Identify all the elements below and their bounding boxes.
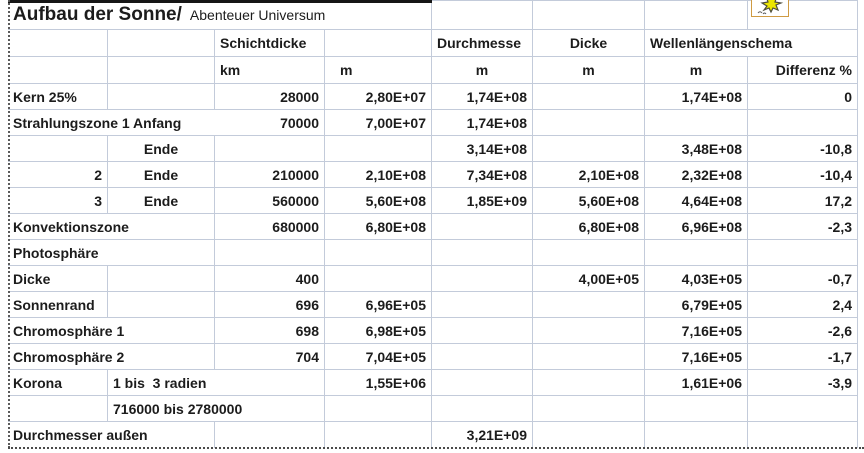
table-row	[0, 110, 864, 136]
left-margin	[0, 162, 8, 188]
header-km[interactable]: km	[215, 57, 325, 84]
cell-empty[interactable]	[8, 30, 108, 57]
cell-empty[interactable]	[108, 266, 215, 292]
cell-dicke-m[interactable]: 2,10E+08	[533, 162, 645, 188]
cell-km[interactable]: 696	[215, 292, 325, 318]
cell-label[interactable]: Photosphäre	[8, 240, 215, 266]
cell-wellen-m[interactable]: 7,16E+05	[645, 318, 748, 344]
cell-dicke-m[interactable]	[533, 136, 645, 162]
page-break-line-left	[8, 0, 10, 448]
cell-km[interactable]: 560000	[215, 188, 325, 214]
left-margin	[0, 57, 8, 84]
table-row	[0, 370, 864, 396]
cell-dicke-m[interactable]	[533, 318, 645, 344]
cell-durchmesser-m[interactable]	[432, 344, 533, 370]
cell-label[interactable]: 716000 bis 2780000	[108, 396, 325, 422]
cell-wellen-m[interactable]	[645, 396, 748, 422]
cell-m[interactable]	[325, 240, 432, 266]
cell-dicke-m[interactable]: 5,60E+08	[533, 188, 645, 214]
cell-km[interactable]: 70000	[215, 110, 325, 136]
header-m-dicke[interactable]: m	[533, 57, 645, 84]
cell-wellen-m[interactable]: 6,96E+08	[645, 214, 748, 240]
cell-empty[interactable]	[108, 292, 215, 318]
cell-durchmesser-m[interactable]: 7,34E+08	[432, 162, 533, 188]
cell-km[interactable]: 400	[215, 266, 325, 292]
cell-label[interactable]: Ende	[108, 188, 215, 214]
cell-m[interactable]	[325, 266, 432, 292]
cell-dicke-m[interactable]	[533, 84, 645, 110]
cell-differenz[interactable]: -2,3	[748, 214, 858, 240]
cell-durchmesser-m[interactable]	[432, 292, 533, 318]
cell-durchmesser-m[interactable]	[432, 370, 533, 396]
cell-wellen-m[interactable]: 4,03E+05	[645, 266, 748, 292]
cell-label[interactable]: 2	[8, 162, 108, 188]
cell-km[interactable]	[215, 136, 325, 162]
cell-m[interactable]	[325, 422, 432, 448]
cell-wellen-m[interactable]: 2,32E+08	[645, 162, 748, 188]
cell-differenz[interactable]: -3,9	[748, 370, 858, 396]
left-margin	[0, 318, 8, 344]
cell-dicke-m[interactable]	[533, 370, 645, 396]
cell-m[interactable]: 6,96E+05	[325, 292, 432, 318]
table-row	[0, 318, 864, 344]
cell-label[interactable]: Chromosphäre 1	[8, 318, 215, 344]
cell-km[interactable]: 698	[215, 318, 325, 344]
cell-dicke-m[interactable]: 4,00E+05	[533, 266, 645, 292]
table-row	[0, 344, 864, 370]
cell-durchmesser-m[interactable]	[432, 240, 533, 266]
cell-m[interactable]: 7,00E+07	[325, 110, 432, 136]
cell-m[interactable]: 5,60E+08	[325, 188, 432, 214]
table-row	[0, 84, 864, 110]
cell-empty[interactable]	[108, 84, 215, 110]
left-margin	[0, 344, 8, 370]
page-subtitle: Abenteuer Universum	[189, 6, 326, 23]
left-margin	[0, 292, 8, 318]
cell-m[interactable]: 6,80E+08	[325, 214, 432, 240]
table-row	[0, 292, 864, 318]
cell-empty[interactable]	[432, 0, 533, 30]
table-row	[0, 136, 864, 162]
left-margin	[0, 136, 8, 162]
left-margin	[0, 240, 8, 266]
group-header-row	[0, 30, 864, 57]
top-gridline	[432, 0, 858, 1]
cell-empty[interactable]	[108, 57, 215, 84]
cell-differenz[interactable]	[748, 396, 858, 422]
cell-durchmesser-m[interactable]: 1,74E+08	[432, 84, 533, 110]
cell-wellen-m[interactable]: 3,48E+08	[645, 136, 748, 162]
page-title: Aufbau der Sonne/	[13, 3, 182, 25]
cell-label[interactable]: Korona	[8, 370, 108, 396]
header-m-schichtdicke[interactable]: m	[325, 57, 432, 84]
cell-empty[interactable]	[325, 30, 432, 57]
cell-label[interactable]: Ende	[108, 136, 215, 162]
cell-km[interactable]: 704	[215, 344, 325, 370]
title-cell[interactable]	[8, 0, 432, 30]
cell-durchmesser-m[interactable]	[432, 266, 533, 292]
cell-durchmesser-m[interactable]: 1,85E+09	[432, 188, 533, 214]
cell-differenz[interactable]: -2,6	[748, 318, 858, 344]
cell-dicke-m[interactable]	[533, 240, 645, 266]
cell-empty[interactable]	[533, 0, 645, 30]
cell-empty[interactable]	[8, 136, 108, 162]
table-row	[0, 266, 864, 292]
header-dicke[interactable]: Dicke	[533, 30, 645, 57]
cell-durchmesser-m[interactable]	[432, 318, 533, 344]
cell-label[interactable]: Dicke	[8, 266, 108, 292]
unit-header-row	[0, 57, 864, 84]
cell-wellen-m[interactable]: 7,16E+05	[645, 344, 748, 370]
left-margin	[0, 188, 8, 214]
header-m-durchmesser[interactable]: m	[432, 57, 533, 84]
table-row	[0, 162, 864, 188]
table-row	[0, 214, 864, 240]
header-durchmesser[interactable]: Durchmesse	[432, 30, 533, 57]
cell-wellen-m[interactable]	[645, 110, 748, 136]
cell-empty[interactable]	[8, 57, 108, 84]
left-margin	[0, 422, 8, 448]
cell-label[interactable]: Ende	[108, 162, 215, 188]
sun-clipart-graphic	[752, 0, 788, 16]
cell-m[interactable]: 2,80E+07	[325, 84, 432, 110]
cell-wellen-m[interactable]: 4,64E+08	[645, 188, 748, 214]
left-margin	[0, 84, 8, 110]
table-row	[0, 422, 864, 448]
cell-km[interactable]	[215, 240, 325, 266]
cell-label[interactable]: Kern 25%	[8, 84, 108, 110]
cell-wellen-m[interactable]: 6,79E+05	[645, 292, 748, 318]
cell-durchmesser-m[interactable]	[432, 396, 533, 422]
cell-m[interactable]: 6,98E+05	[325, 318, 432, 344]
title-row	[0, 0, 864, 30]
left-margin	[0, 266, 8, 292]
cell-durchmesser-m[interactable]: 3,14E+08	[432, 136, 533, 162]
cell-differenz[interactable]	[748, 110, 858, 136]
left-margin	[0, 110, 8, 136]
cell-wellen-m[interactable]	[645, 240, 748, 266]
title-top-border	[8, 0, 432, 3]
cell-empty[interactable]	[645, 0, 748, 30]
cell-label[interactable]: Strahlungszone 1 Anfang	[8, 110, 215, 136]
cell-dicke-m[interactable]: 6,80E+08	[533, 214, 645, 240]
cell-differenz[interactable]: 17,2	[748, 188, 858, 214]
cell-differenz[interactable]: 2,4	[748, 292, 858, 318]
cell-km[interactable]: 680000	[215, 214, 325, 240]
left-margin	[0, 396, 8, 422]
cell-differenz[interactable]: -0,7	[748, 266, 858, 292]
cell-wellen-m[interactable]: 1,61E+06	[645, 370, 748, 396]
cell-durchmesser-m[interactable]	[432, 214, 533, 240]
cell-label[interactable]: Chromosphäre 2	[8, 344, 215, 370]
cell-label[interactable]: Konvektionszone	[8, 214, 215, 240]
cell-dicke-m[interactable]	[533, 344, 645, 370]
cell-km[interactable]	[215, 422, 325, 448]
header-schichtdicke[interactable]: Schichtdicke	[215, 30, 325, 57]
cell-differenz[interactable]: 0	[748, 84, 858, 110]
page-break-line-bottom	[8, 447, 864, 449]
table-row	[0, 188, 864, 214]
table-row	[0, 240, 864, 266]
cell-dicke-m[interactable]	[533, 110, 645, 136]
left-margin	[0, 370, 8, 396]
cell-label[interactable]: 1 bis 3 radien	[108, 370, 325, 396]
cell-m[interactable]	[325, 136, 432, 162]
left-margin	[0, 0, 8, 30]
left-margin	[0, 214, 8, 240]
header-differenz[interactable]: Differenz %	[748, 57, 858, 84]
header-m-wellen[interactable]: m	[645, 57, 748, 84]
cell-wellen-m[interactable]: 1,74E+08	[645, 84, 748, 110]
cell-differenz[interactable]	[748, 422, 858, 448]
cell-durchmesser-m[interactable]: 3,21E+09	[432, 422, 533, 448]
cell-dicke-m[interactable]	[533, 292, 645, 318]
sun-clipart-icon[interactable]	[751, 0, 789, 17]
cell-empty[interactable]	[108, 30, 215, 57]
cell-m[interactable]: 2,10E+08	[325, 162, 432, 188]
table-row	[0, 396, 864, 422]
cell-label[interactable]: 3	[8, 188, 108, 214]
cell-differenz[interactable]: -1,7	[748, 344, 858, 370]
cell-label[interactable]: Sonnenrand	[8, 292, 108, 318]
header-wellenlaengenschema[interactable]: Wellenlängenschema	[645, 30, 858, 57]
cell-wellen-m[interactable]	[645, 422, 748, 448]
cell-differenz[interactable]: -10,8	[748, 136, 858, 162]
cell-m[interactable]: 7,04E+05	[325, 344, 432, 370]
cell-empty[interactable]	[8, 396, 108, 422]
cell-km[interactable]: 210000	[215, 162, 325, 188]
cell-dicke-m[interactable]	[533, 422, 645, 448]
cell-differenz[interactable]: -10,4	[748, 162, 858, 188]
cell-m[interactable]: 1,55E+06	[325, 370, 432, 396]
cell-km[interactable]: 28000	[215, 84, 325, 110]
cell-label[interactable]: Durchmesser außen	[8, 422, 215, 448]
left-margin	[0, 30, 8, 57]
cell-differenz[interactable]	[748, 240, 858, 266]
cell-dicke-m[interactable]	[533, 396, 645, 422]
cell-m[interactable]	[325, 396, 432, 422]
cell-durchmesser-m[interactable]: 1,74E+08	[432, 110, 533, 136]
